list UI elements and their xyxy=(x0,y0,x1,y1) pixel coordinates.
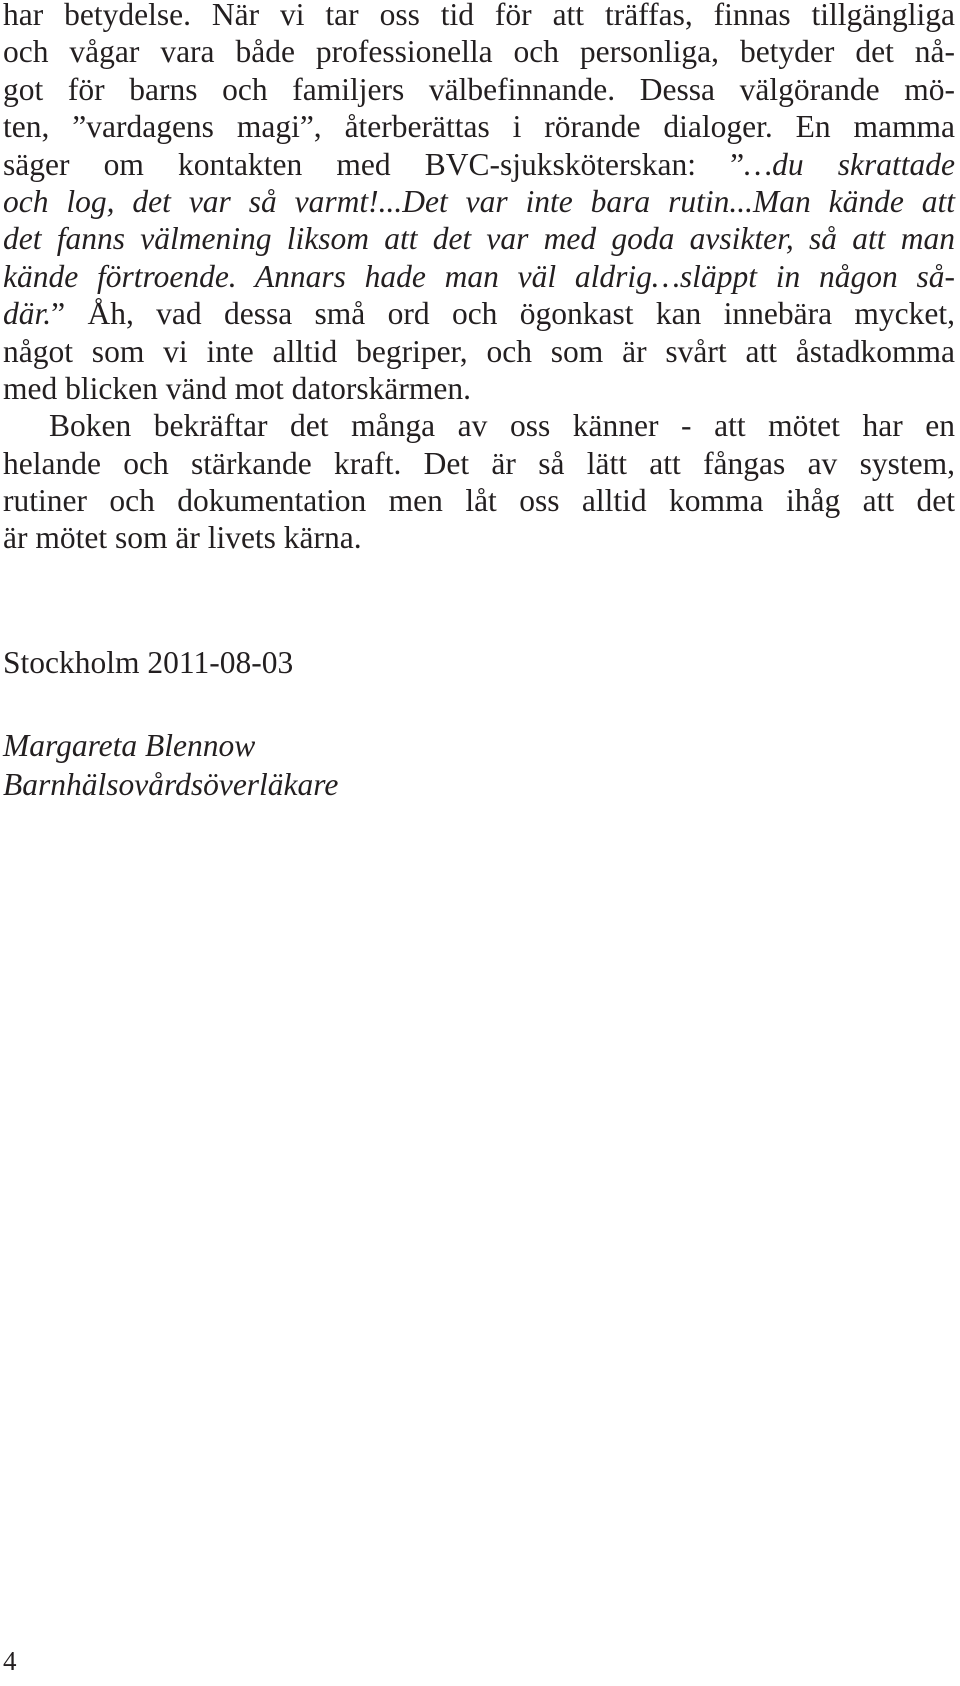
paragraph-1 xyxy=(3,0,955,407)
page-number: 4 xyxy=(3,1646,17,1676)
paragraph-2 xyxy=(3,407,955,557)
signature-title: Barnhälsovårdsöverläkare xyxy=(3,767,339,802)
place-date: Stockholm 2011-08-03 xyxy=(3,645,294,680)
text-line: Boken bekräftar det många av oss känner - att mötet har en xyxy=(49,408,955,444)
text-line: och vågar vara både professionella och personliga, betyder det nå- xyxy=(3,34,955,70)
text-line: helande och stärkande kraft. Det är så lätt att fångas av system, xyxy=(3,445,955,481)
signature-block xyxy=(3,726,338,804)
text-roman: ” Åh, vad dessa små ord och ögonkast kan innebära mycket, xyxy=(51,296,955,332)
quote-line: kände förtroende. Annars hade man väl aldrig…släppt in någon så- xyxy=(3,258,955,294)
text-line: ten, ”vardagens magi”, återberättas i rörande dialoger. En mamma xyxy=(3,109,955,145)
text-line: got för barns och familjers välbefinnande. Dessa välgörande mö- xyxy=(3,71,955,107)
text-line xyxy=(3,295,955,332)
quote-italic: där. xyxy=(3,296,52,332)
text-line: har betydelse. När vi tar oss tid för att träffas, finnas tillgängliga xyxy=(3,0,955,32)
signature-name: Margareta Blennow xyxy=(3,728,256,763)
text-line: rutiner och dokumentation men låt oss alltid komma ihåg att det xyxy=(3,483,955,519)
quote-italic: …du skrattade xyxy=(744,146,955,182)
text-line xyxy=(3,146,955,183)
body-text xyxy=(3,0,955,557)
quote-line: och log, det var så varmt!...Det var inte bara rutin...Man kände att xyxy=(3,183,955,219)
text-line: är mötet som är livets kärna. xyxy=(3,520,362,556)
quote-line: det fanns välmening liksom att det var med goda avsikter, så att man xyxy=(3,221,955,257)
text-line: med blicken vänd mot datorskärmen. xyxy=(3,370,471,406)
text-line: något som vi inte alltid begriper, och som är svårt att åstadkomma xyxy=(3,333,955,369)
text-roman: säger om kontakten med BVC-sjuksköterskan: ” xyxy=(3,146,745,182)
